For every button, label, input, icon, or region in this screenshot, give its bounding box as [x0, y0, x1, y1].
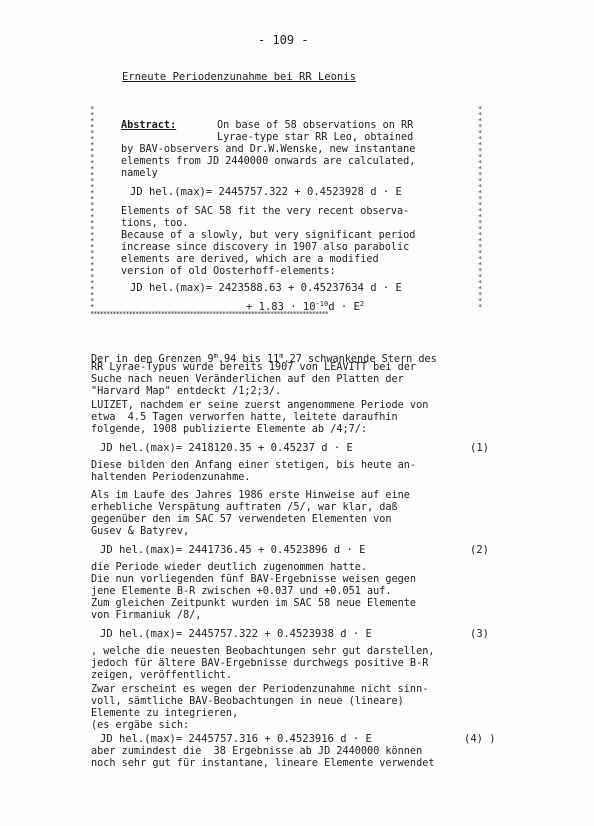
abstract-border-right: * * * * * * * * * * * * * * * * * * * * * * * * * * * * * * * * * *	[478, 106, 483, 310]
body-line: etwa 4.5 Tagen verworfen hatte, leitete daraufhin	[91, 412, 398, 423]
equation-number: (2)	[470, 544, 489, 556]
body-line: jene Elemente B-R zwischen +0.037 und +0.051 auf.	[91, 586, 392, 597]
body-line: aber zumindest die 38 Ergebnisse ab JD 2440000 können	[91, 746, 423, 757]
body-line: LUIZET, nachdem er seine zuerst angenommene Periode von	[91, 400, 429, 411]
equation-1: JD hel.(max)= 2418120.35 + 0.45237 d · E	[100, 442, 353, 454]
abstract-line: elements are derived, which are a modified	[121, 254, 379, 265]
body-line: Die nun vorliegenden fünf BAV-Ergebnisse weisen gegen	[91, 574, 417, 585]
page-title: Erneute Periodenzunahme bei RR Leonis	[122, 71, 356, 83]
abstract-line: Because of a slowly, but very significant period	[121, 230, 416, 241]
abstract-line: increase since discovery in 1907 also parabolic	[121, 242, 410, 253]
body-line: zeigen, veröffentlicht.	[91, 670, 233, 681]
abstract-formula: JD hel.(max)= 2445757.322 + 0.4523928 d · E	[130, 186, 402, 198]
body-line: , welche die neuesten Beobachtungen sehr gut darstellen,	[91, 646, 435, 657]
abstract-border-bottom: **************************************************************************	[90, 311, 328, 317]
body-line: Diese bilden den Anfang einer stetigen, bis heute an-	[91, 460, 417, 471]
abstract-line: elements from JD 2440000 onwards are calculated,	[121, 156, 416, 167]
body-line: jedoch für ältere BAV-Ergebnisse durchwegs positive B-R	[91, 658, 429, 669]
equation-number: (3)	[470, 628, 489, 640]
body-line: haltenden Periodenzunahme.	[91, 472, 251, 483]
abstract-formula-continuation: + $1.83 \cdot 10^{-10}d \cdot E^2$	[246, 300, 365, 313]
equation-4: JD hel.(max)= 2445757.316 + 0.4523916 d · E	[100, 733, 372, 745]
abstract-formula: JD hel.(max)= 2423588.63 + 0.45237634 d · E	[130, 282, 402, 294]
body-line: Der in den Grenzen 9$^m$.94 bis 11$^m$.27 schwankende Stern des	[91, 352, 437, 365]
body-line: Zwar erscheint es wegen der Periodenzunahme nicht sinn-	[91, 684, 429, 695]
abstract-line: version of old Oosterhoff-elements:	[121, 266, 336, 277]
body-line: Gusev & Batyrev,	[91, 526, 190, 537]
body-line: Elemente zu integrieren,	[91, 708, 239, 719]
abstract-line: tions, too.	[121, 218, 189, 229]
body-line: erhebliche Verspätung auftraten /5/, war klar, daß	[91, 502, 398, 513]
equation-3: JD hel.(max)= 2445757.322 + 0.4523938 d · E	[100, 628, 372, 640]
body-line: Suche nach neuen Veränderlichen auf den Platten der	[91, 374, 404, 385]
body-line: die Periode wieder deutlich zugenommen hatte.	[91, 562, 368, 573]
body-line: (es ergäbe sich:	[91, 720, 190, 731]
body-line: "Harvard Map" entdeckt /1;2;3/.	[91, 386, 282, 397]
body-line: voll, sämtliche BAV-Beobachtungen in neue (lineare)	[91, 696, 404, 707]
abstract-line: namely	[121, 168, 158, 179]
body-line: RR Lyrae-Typus wurde bereits 1907 von LEAVITT bei der	[91, 362, 417, 373]
abstract-line: On base of 58 observations on RR	[217, 120, 414, 131]
abstract-line: by BAV-observers and Dr.W.Wenske, new instantane	[121, 144, 416, 155]
body-line: folgende, 1908 publizierte Elemente ab /4;7/:	[91, 424, 368, 435]
equation-number: (4) )	[464, 733, 496, 745]
abstract-label: Abstract:	[121, 120, 177, 131]
abstract-border-left: * * * * * * * * * * * * * * * * * * * * * * * * * * * * * * * * * *	[90, 106, 95, 310]
equation-2: JD hel.(max)= 2441736.45 + 0.4523896 d · E	[100, 544, 366, 556]
body-line: Zum gleichen Zeitpunkt wurden im SAC 58 neue Elemente	[91, 598, 417, 609]
page-number: - 109 -	[258, 33, 309, 47]
abstract-line: Lyrae-type star RR Leo, obtained	[217, 132, 414, 143]
body-line: von Firmaniuk /8/,	[91, 610, 202, 621]
body-line: gegenüber den im SAC 57 verwendeten Elementen von	[91, 514, 392, 525]
body-line: noch sehr gut für instantane, lineare Elemente verwendet	[91, 758, 435, 769]
equation-number: (1)	[470, 442, 489, 454]
abstract-line: Elements of SAC 58 fit the very recent observa-	[121, 206, 410, 217]
body-line: Als im Laufe des Jahres 1986 erste Hinweise auf eine	[91, 490, 410, 501]
